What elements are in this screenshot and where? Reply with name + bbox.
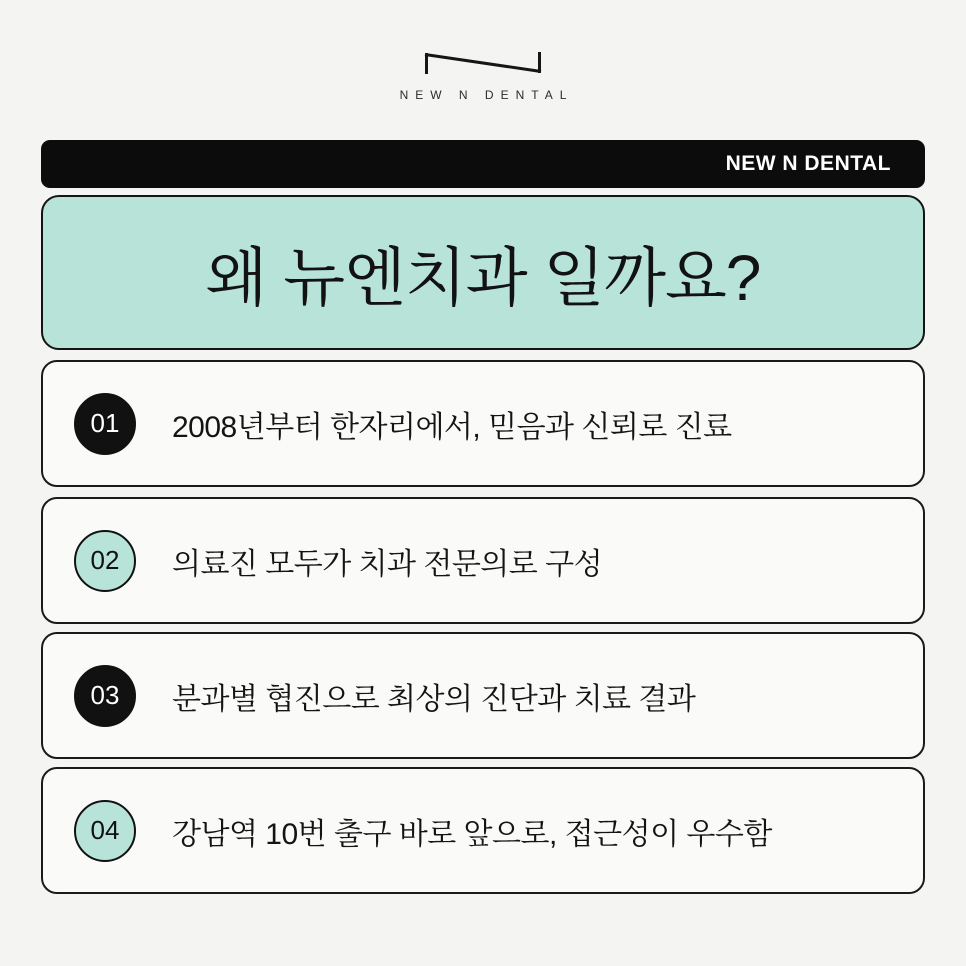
list-item xyxy=(41,497,925,624)
brand-wordmark: NEW N DENTAL xyxy=(399,88,574,102)
list-item xyxy=(41,767,925,894)
list-item-text: 강남역 10번 출구 바로 앞으로, 접근성이 우수함 xyxy=(172,817,772,851)
list-item-text: 의료진 모두가 치과 전문의로 구성 xyxy=(172,547,603,581)
brand-logo xyxy=(0,50,966,102)
number-badge: 04 xyxy=(74,800,136,862)
list-item-text: 분과별 협진으로 최상의 진단과 치료 결과 xyxy=(172,682,696,716)
number-badge: 02 xyxy=(74,530,136,592)
brand-bar xyxy=(41,140,925,188)
number-badge: 03 xyxy=(74,665,136,727)
list-item-text: 2008년부터 한자리에서, 믿음과 신뢰로 진료 xyxy=(172,410,732,444)
title-box xyxy=(41,195,925,350)
brand-bar-label: NEW N DENTAL xyxy=(725,152,891,175)
list-item xyxy=(41,360,925,487)
new-n-dental-logo-icon xyxy=(423,50,543,76)
list-item xyxy=(41,632,925,759)
page-title: 왜 뉴엔치과 일까요? xyxy=(205,241,761,314)
number-badge: 01 xyxy=(74,393,136,455)
